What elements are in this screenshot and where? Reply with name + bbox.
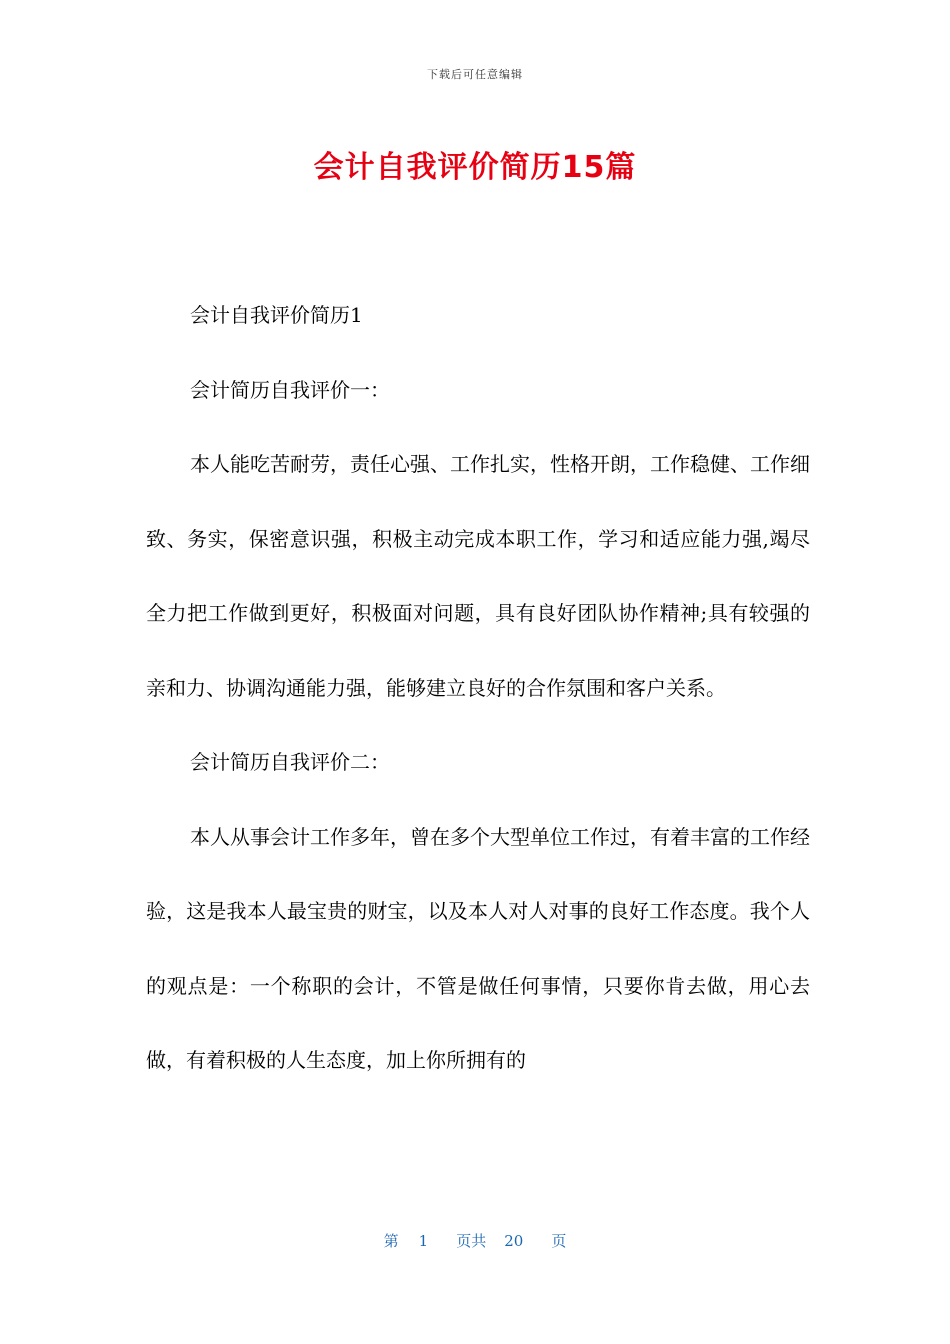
header-note: 下载后可任意编辑 [427,68,523,81]
page-footer [0,1230,950,1251]
footer-page-suffix: 页 [551,1232,567,1250]
subsection-heading: 会计简历自我评价二： [190,750,390,774]
document-title: 会计自我评价简历15篇 [313,150,637,185]
footer-total-pages: 20 [504,1232,524,1250]
body-paragraph: 本人从事会计工作多年，曾在多个大型单位工作过，有着丰富的工作经验，这是我本人最宝贵的财宝，以及本人对人对事的良好工作态度。我个人的观点是：一个称职的会计，不管是做任何事情，只要你肯去做，用心去做，有着积极的人生态度，加上你所拥有的 [146,824,810,1072]
document-body [146,278,810,1098]
footer-page-prefix: 第 [383,1232,399,1250]
section-heading: 会计自我评价简历1 [190,303,363,327]
subsection-heading: 会计简历自我评价一： [190,377,390,402]
body-paragraph: 本人能吃苦耐劳，责任心强、工作扎实，性格开朗，工作稳健、工作细致、务实，保密意识强，积极主动完成本职工作，学习和适应能力强,竭尽全力把工作做到更好，积极面对问题，具有良好团队协作精神;具有较强的亲和力、协调沟通能力强，能够建立良好的合作氛围和客户关系。 [146,452,810,700]
footer-current-page: 1 [418,1232,429,1250]
footer-page-mid: 页共 [456,1232,487,1250]
